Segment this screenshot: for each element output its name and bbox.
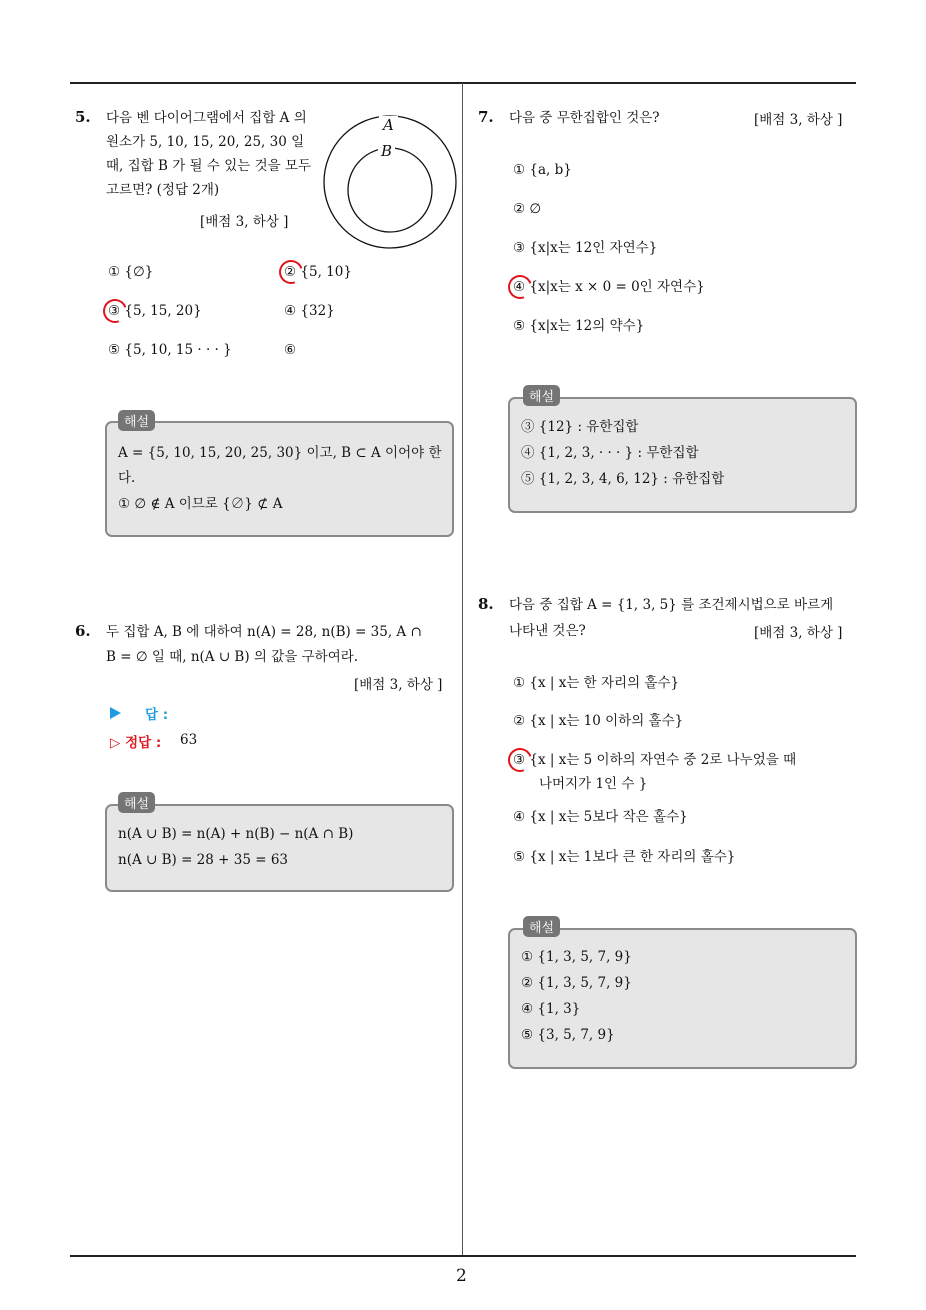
q7-number: 7. — [478, 108, 494, 126]
q5-choice-4[interactable]: ④ {32} — [284, 303, 335, 319]
q7-text: 다음 중 무한집합인 것은? — [509, 110, 660, 126]
q5-choice-3[interactable]: ③ {5, 15, 20} — [108, 303, 202, 319]
top-rule — [70, 82, 856, 84]
q8-choice-1[interactable]: ① {x | x는 한 자리의 홀수} — [513, 675, 680, 691]
page-number: 2 — [456, 1266, 467, 1286]
q5-explanation-line-2: 다. — [118, 470, 136, 486]
q5-meta: [배점 3, 하상 ] — [200, 214, 289, 230]
q5-choice-2[interactable]: ② {5, 10} — [284, 264, 352, 280]
venn-outer-circle — [324, 116, 456, 248]
q8-choice-2[interactable]: ② {x | x는 10 이하의 홀수} — [513, 713, 684, 729]
venn-label-a: A — [379, 116, 398, 134]
q7-choice-5[interactable]: ⑤ {x|x는 12의 약수} — [513, 318, 645, 334]
q7-choice-2[interactable]: ② ∅ — [513, 201, 542, 217]
q6-text-line-2: B = ∅ 일 때, n(A ∪ B) 의 값을 구하여라. — [106, 649, 359, 665]
q7-explanation-line-1: ③ {12} : 유한집합 — [521, 419, 639, 435]
q5-explanation-box — [105, 421, 454, 537]
q8-explanation-line-3: ④ {1, 3} — [521, 1001, 581, 1017]
q7-explanation-line-2: ④ {1, 2, 3, · · · } : 무한집합 — [521, 445, 699, 461]
q6-number: 6. — [75, 622, 91, 640]
q6-explanation-tag: 해설 — [118, 792, 155, 813]
q7-choice-1[interactable]: ① {a, b} — [513, 162, 572, 178]
q8-explanation-line-2: ② {1, 3, 5, 7, 9} — [521, 975, 632, 991]
q8-number: 8. — [478, 595, 494, 613]
q8-choice-3-cont: 나머지가 1인 수 } — [539, 776, 648, 792]
q8-choice-5[interactable]: ⑤ {x | x는 1보다 큰 한 자리의 홀수} — [513, 849, 736, 865]
answer-arrow-icon — [110, 707, 121, 719]
q5-choice-1[interactable]: ① {∅} — [108, 264, 154, 280]
q5-text: 다음 벤 다이어그램에서 집합 A 의 원소가 5, 10, 15, 20, 25, 30 일 때, 집합 B 가 될 수 있는 것을 모두 고르면? (정답 2개) — [106, 110, 312, 198]
q7-choice-4[interactable]: ④ {x|x는 x × 0 = 0인 자연수} — [513, 279, 705, 295]
q6-answer-label: 답 : — [145, 707, 169, 723]
q7-meta: [배점 3, 하상 ] — [754, 112, 843, 128]
q8-explanation-line-4: ⑤ {3, 5, 7, 9} — [521, 1027, 615, 1043]
q8-text-line-2: 나타낸 것은? — [509, 623, 586, 639]
q5-choice-6[interactable]: ⑥ — [284, 342, 297, 358]
bottom-rule — [70, 1255, 856, 1257]
q8-explanation-tag: 해설 — [523, 916, 560, 937]
q8-explanation-line-1: ① {1, 3, 5, 7, 9} — [521, 949, 632, 965]
q6-explanation-line-2: n(A ∪ B) = 28 + 35 = 63 — [118, 852, 289, 868]
q5-choice-5[interactable]: ⑤ {5, 10, 15 · · · } — [108, 342, 232, 358]
q6-meta: [배점 3, 하상 ] — [354, 677, 443, 693]
q8-text-line-1: 다음 중 집합 A = {1, 3, 5} 를 조건제시법으로 바르게 — [509, 597, 834, 613]
q5-explanation-tag: 해설 — [118, 410, 155, 431]
q6-solution-value: 63 — [180, 732, 198, 748]
q7-choice-3[interactable]: ③ {x|x는 12인 자연수} — [513, 240, 658, 256]
venn-inner-circle — [348, 148, 432, 232]
q6-text-line-1: 두 집합 A, B 에 대하여 n(A) = 28, n(B) = 35, A ∩ — [106, 624, 422, 640]
q7-explanation-tag: 해설 — [523, 385, 560, 406]
q6-explanation-line-1: n(A ∪ B) = n(A) + n(B) − n(A ∩ B) — [118, 826, 354, 842]
q8-choice-4[interactable]: ④ {x | x는 5보다 작은 홀수} — [513, 809, 688, 825]
q8-choice-3[interactable]: ③ {x | x는 5 이하의 자연수 중 2로 나누었을 때 — [513, 752, 797, 768]
q8-meta: [배점 3, 하상 ] — [754, 625, 843, 641]
q6-solution-label: ▷ 정답 : — [110, 735, 162, 751]
q7-explanation-line-3: ⑤ {1, 2, 3, 4, 6, 12} : 유한집합 — [521, 471, 725, 487]
q5-explanation-line-1: A = {5, 10, 15, 20, 25, 30} 이고, B ⊂ A 이어야 한 — [118, 445, 442, 461]
q5-explanation-line-3: ① ∅ ∉ A 이므로 {∅} ⊄ A — [118, 496, 283, 512]
venn-label-b: B — [378, 142, 395, 160]
q5-number: 5. — [75, 108, 91, 126]
